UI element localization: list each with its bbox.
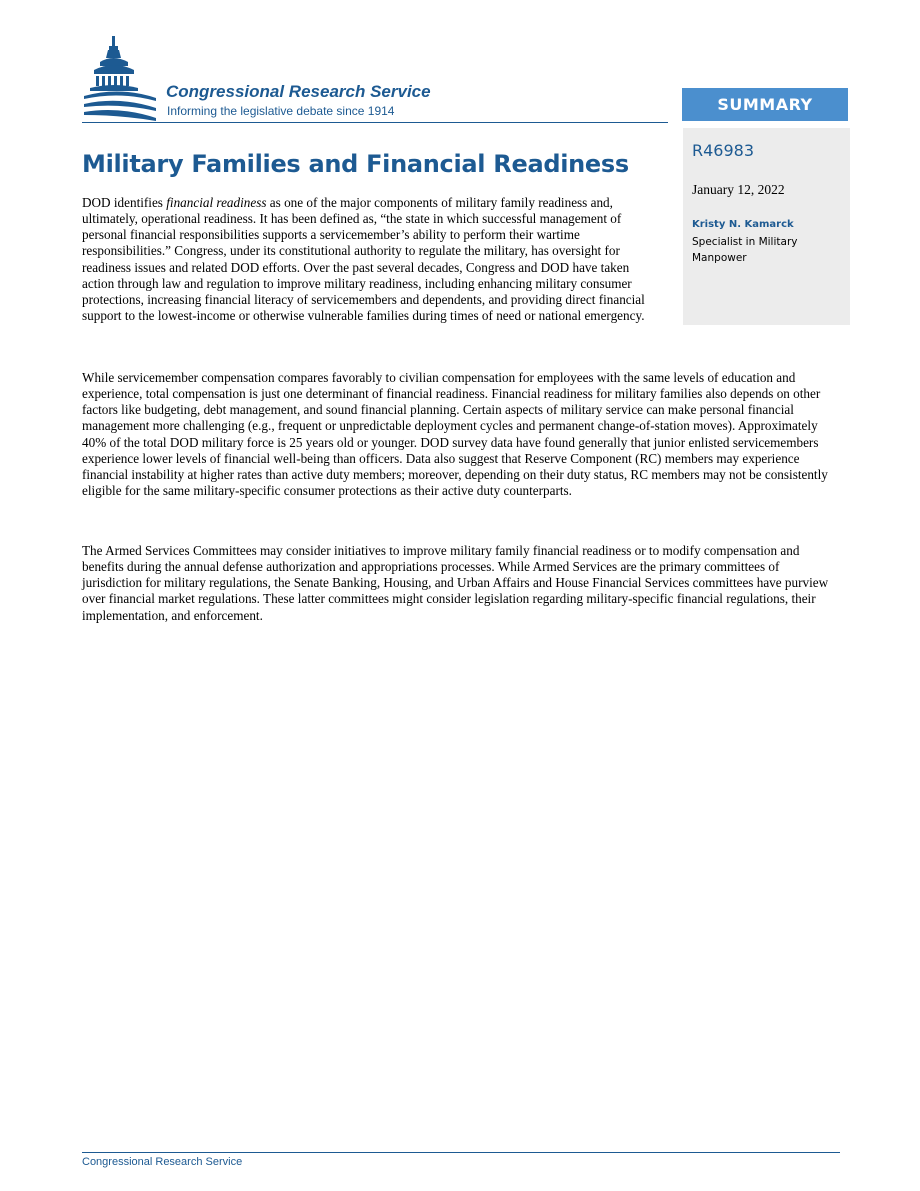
footer-org-name: Congressional Research Service: [82, 1156, 243, 1168]
p1-text-start: DOD identifies: [82, 195, 167, 210]
report-date: January 12, 2022: [692, 182, 785, 197]
p1-italic-term: financial readiness: [166, 195, 267, 210]
report-number: R46983: [692, 141, 755, 160]
p1-text-rest: as one of the major components of military family readiness and, ultimately, operational readiness. It has been defined as, “the state in which successful management of personal financial responsibilities supports a servicemember’s ability to perform their wartime responsibilities.” Congress, under its constitutional authority to regulate the military, has oversight for readiness issues and related DOD efforts. Over the past several decades, Congress and DOD have taken action through law and regulation to improve military readiness, including enhancing military consumer protections, increasing financial literacy of servicemembers and dependents, and providing direct financial support to the lowest-income or otherwise vulnerable families during times of need or national emergency.: [82, 195, 645, 324]
summary-paragraph-3: The Armed Services Committees may consider initiatives to improve military family financial readiness or to modify compensation and benefits during the annual defense authorization and appropriations processes. While Armed Services are the primary committees of jurisdiction for military regulations, the Senate Banking, Housing, and Urban Affairs and House Financial Services committees have purview over financial market regulations. These latter committees might consider legislation regarding military-specific financial regulations, their implementation, and enforcement.: [82, 543, 829, 623]
document-title: Military Families and Financial Readiness: [82, 150, 629, 178]
footer-divider: [82, 1152, 840, 1153]
org-name: Congressional Research Service: [166, 82, 431, 101]
author-title: Specialist in Military Manpower: [692, 236, 798, 264]
header-divider: [82, 122, 668, 123]
summary-paragraph-1: [82, 195, 662, 324]
author-name: Kristy N. Kamarck: [692, 219, 794, 230]
summary-paragraph-2: While servicemember compensation compares favorably to civilian compensation for employees with the same levels of education and experience, total compensation is just one determinant of financial readiness. Financial readiness for military families also depends on other factors like budgeting, debt management, and sound financial planning. Certain aspects of military service can make personal financial management more challenging (e.g., frequent or unpredictable deployment cycles and permanent change-of-station moves). Approximately 40% of the total DOD military force is 25 years old or younger. DOD survey data have found generally that junior enlisted servicemembers experience lower levels of financial well-being than officers. Data also suggest that Reserve Component (RC) members may experience financial instability at higher rates than active duty members; moreover, depending on their duty status, RC members may not be consistently eligible for the same military-specific consumer protections as their active duty counterparts.: [82, 370, 828, 499]
capitol-dome-icon: [82, 34, 162, 124]
crs-logo: [82, 34, 482, 124]
org-tagline: Informing the legislative debate since 1914: [167, 104, 395, 118]
summary-tab: SUMMARY: [682, 88, 848, 121]
